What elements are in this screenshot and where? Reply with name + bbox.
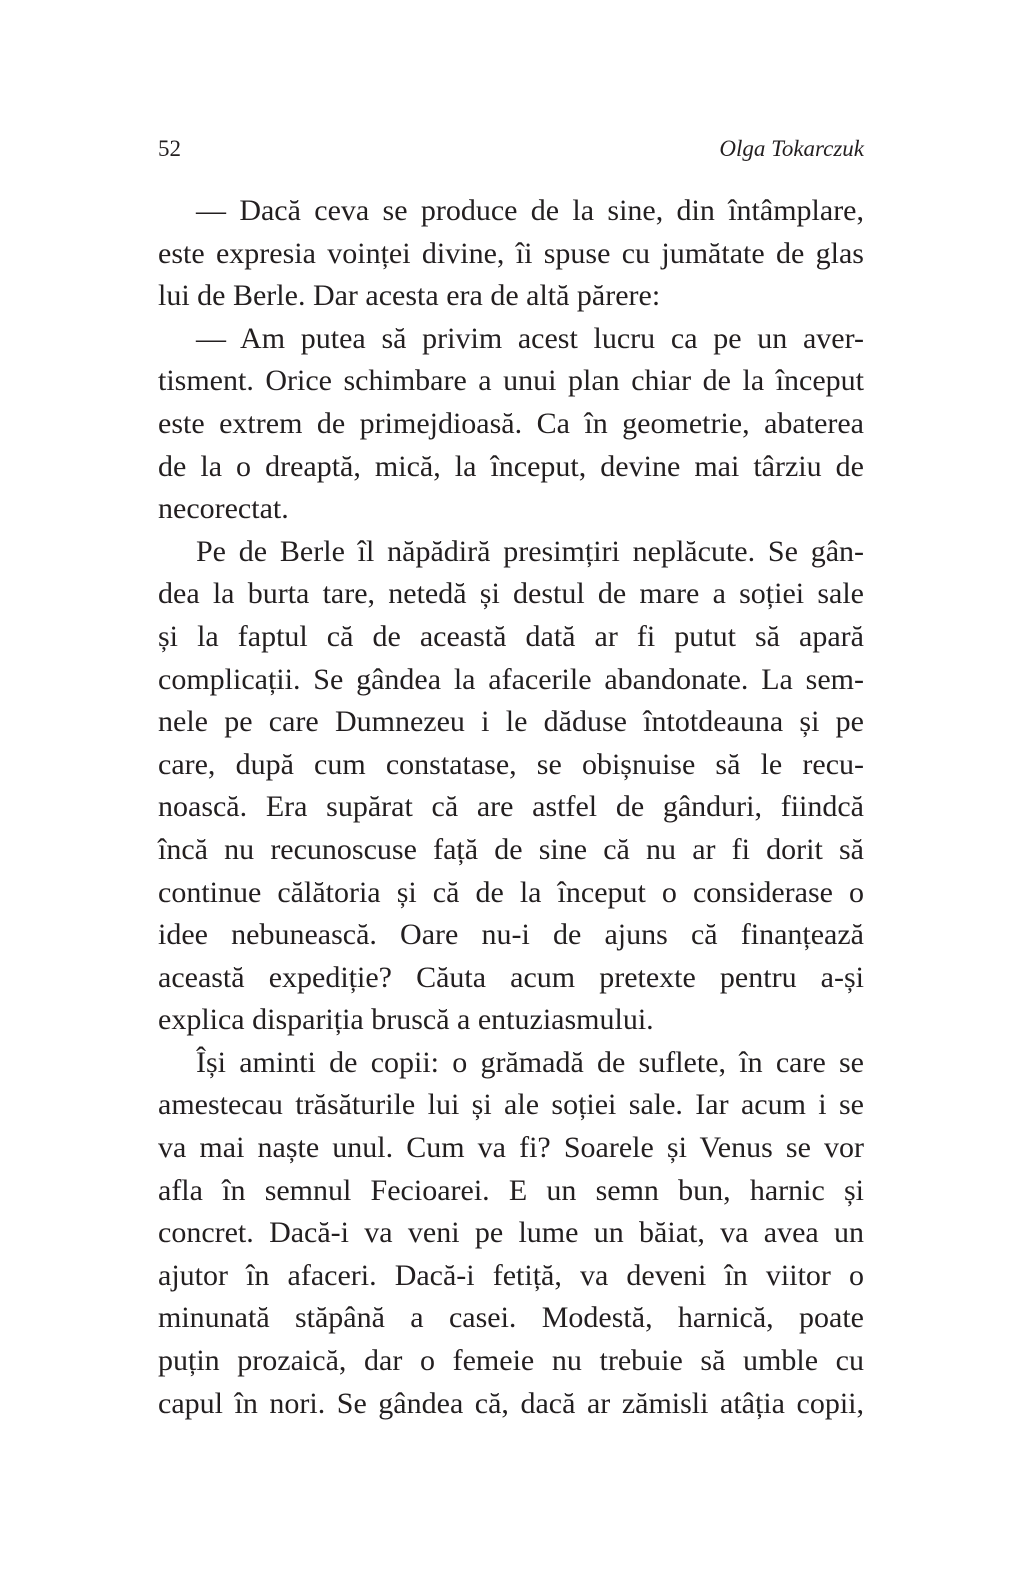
text-line: Își aminti de copii: o grămadă de suflete, în care se <box>196 1045 864 1079</box>
body-text <box>158 190 864 1425</box>
text-line: și la faptul că de această dată ar fi putut să apară <box>158 619 864 653</box>
text-line: Pe de Berle îl năpădiră presimțiri neplăcute. Se gân- <box>196 534 864 568</box>
text-line: nele pe care Dumnezeu i le dăduse întotdeauna și pe <box>158 705 864 739</box>
text-line: lui de Berle. Dar acesta era de altă părere: <box>158 279 661 313</box>
text-line: complicații. Se gândea la afacerile abandonate. La sem- <box>158 662 864 696</box>
running-title-author: Olga Tokarczuk <box>719 136 864 161</box>
text-line: ajutor în afaceri. Dacă-i fetiță, va deveni în viitor o <box>158 1258 864 1292</box>
text-line: amestecau trăsăturile lui și ale soției sale. Iar acum i se <box>158 1088 864 1122</box>
text-line: puțin prozaică, dar o femeie nu trebuie să umble cu <box>158 1344 864 1378</box>
text-line: încă nu recunoscuse față de sine că nu ar fi dorit să <box>158 832 864 866</box>
text-line: de la o dreaptă, mică, la început, devine mai târziu de <box>158 449 864 483</box>
text-line: dea la burta tare, netedă și destul de mare a soției sale <box>158 577 864 611</box>
text-line: capul în nori. Se gândea că, dacă ar zămisli atâția copii, <box>158 1386 864 1420</box>
text-line: este extrem de primejdioasă. Ca în geometrie, abaterea <box>158 406 864 440</box>
text-line: necorectat. <box>158 492 289 526</box>
text-line: va mai naște unul. Cum va fi? Soarele și Venus se vor <box>158 1131 864 1165</box>
text-line: continue călătoria și că de la început o considerase o <box>158 875 864 909</box>
text-line: idee nebunească. Oare nu-i de ajuns că finanțează <box>158 918 864 952</box>
text-line: — Dacă ceva se produce de la sine, din întâmplare, <box>196 194 864 227</box>
text-line: această expediție? Căuta acum pretexte pentru a-și <box>158 960 864 994</box>
text-line: — Am putea să privim acest lucru ca pe un aver- <box>196 321 864 355</box>
text-line: minunată stăpână a casei. Modestă, harnică, poate <box>158 1301 864 1335</box>
text-line: noască. Era supărat că are astfel de gânduri, fiindcă <box>158 790 864 824</box>
text-line: tisment. Orice schimbare a unui plan chiar de la început <box>158 364 864 398</box>
page-number: 52 <box>158 136 181 161</box>
page-header <box>158 128 864 168</box>
text-line: este expresia voinței divine, îi spuse cu jumătate de glas <box>158 236 864 270</box>
text-line: explica dispariția bruscă a entuziasmului. <box>158 1003 654 1037</box>
text-line: afla în semnul Fecioarei. E un semn bun, harnic și <box>158 1173 864 1207</box>
text-line: concret. Dacă-i va veni pe lume un băiat, va avea un <box>158 1216 864 1250</box>
text-line: care, după cum constatase, se obișnuise să le recu- <box>158 747 864 781</box>
